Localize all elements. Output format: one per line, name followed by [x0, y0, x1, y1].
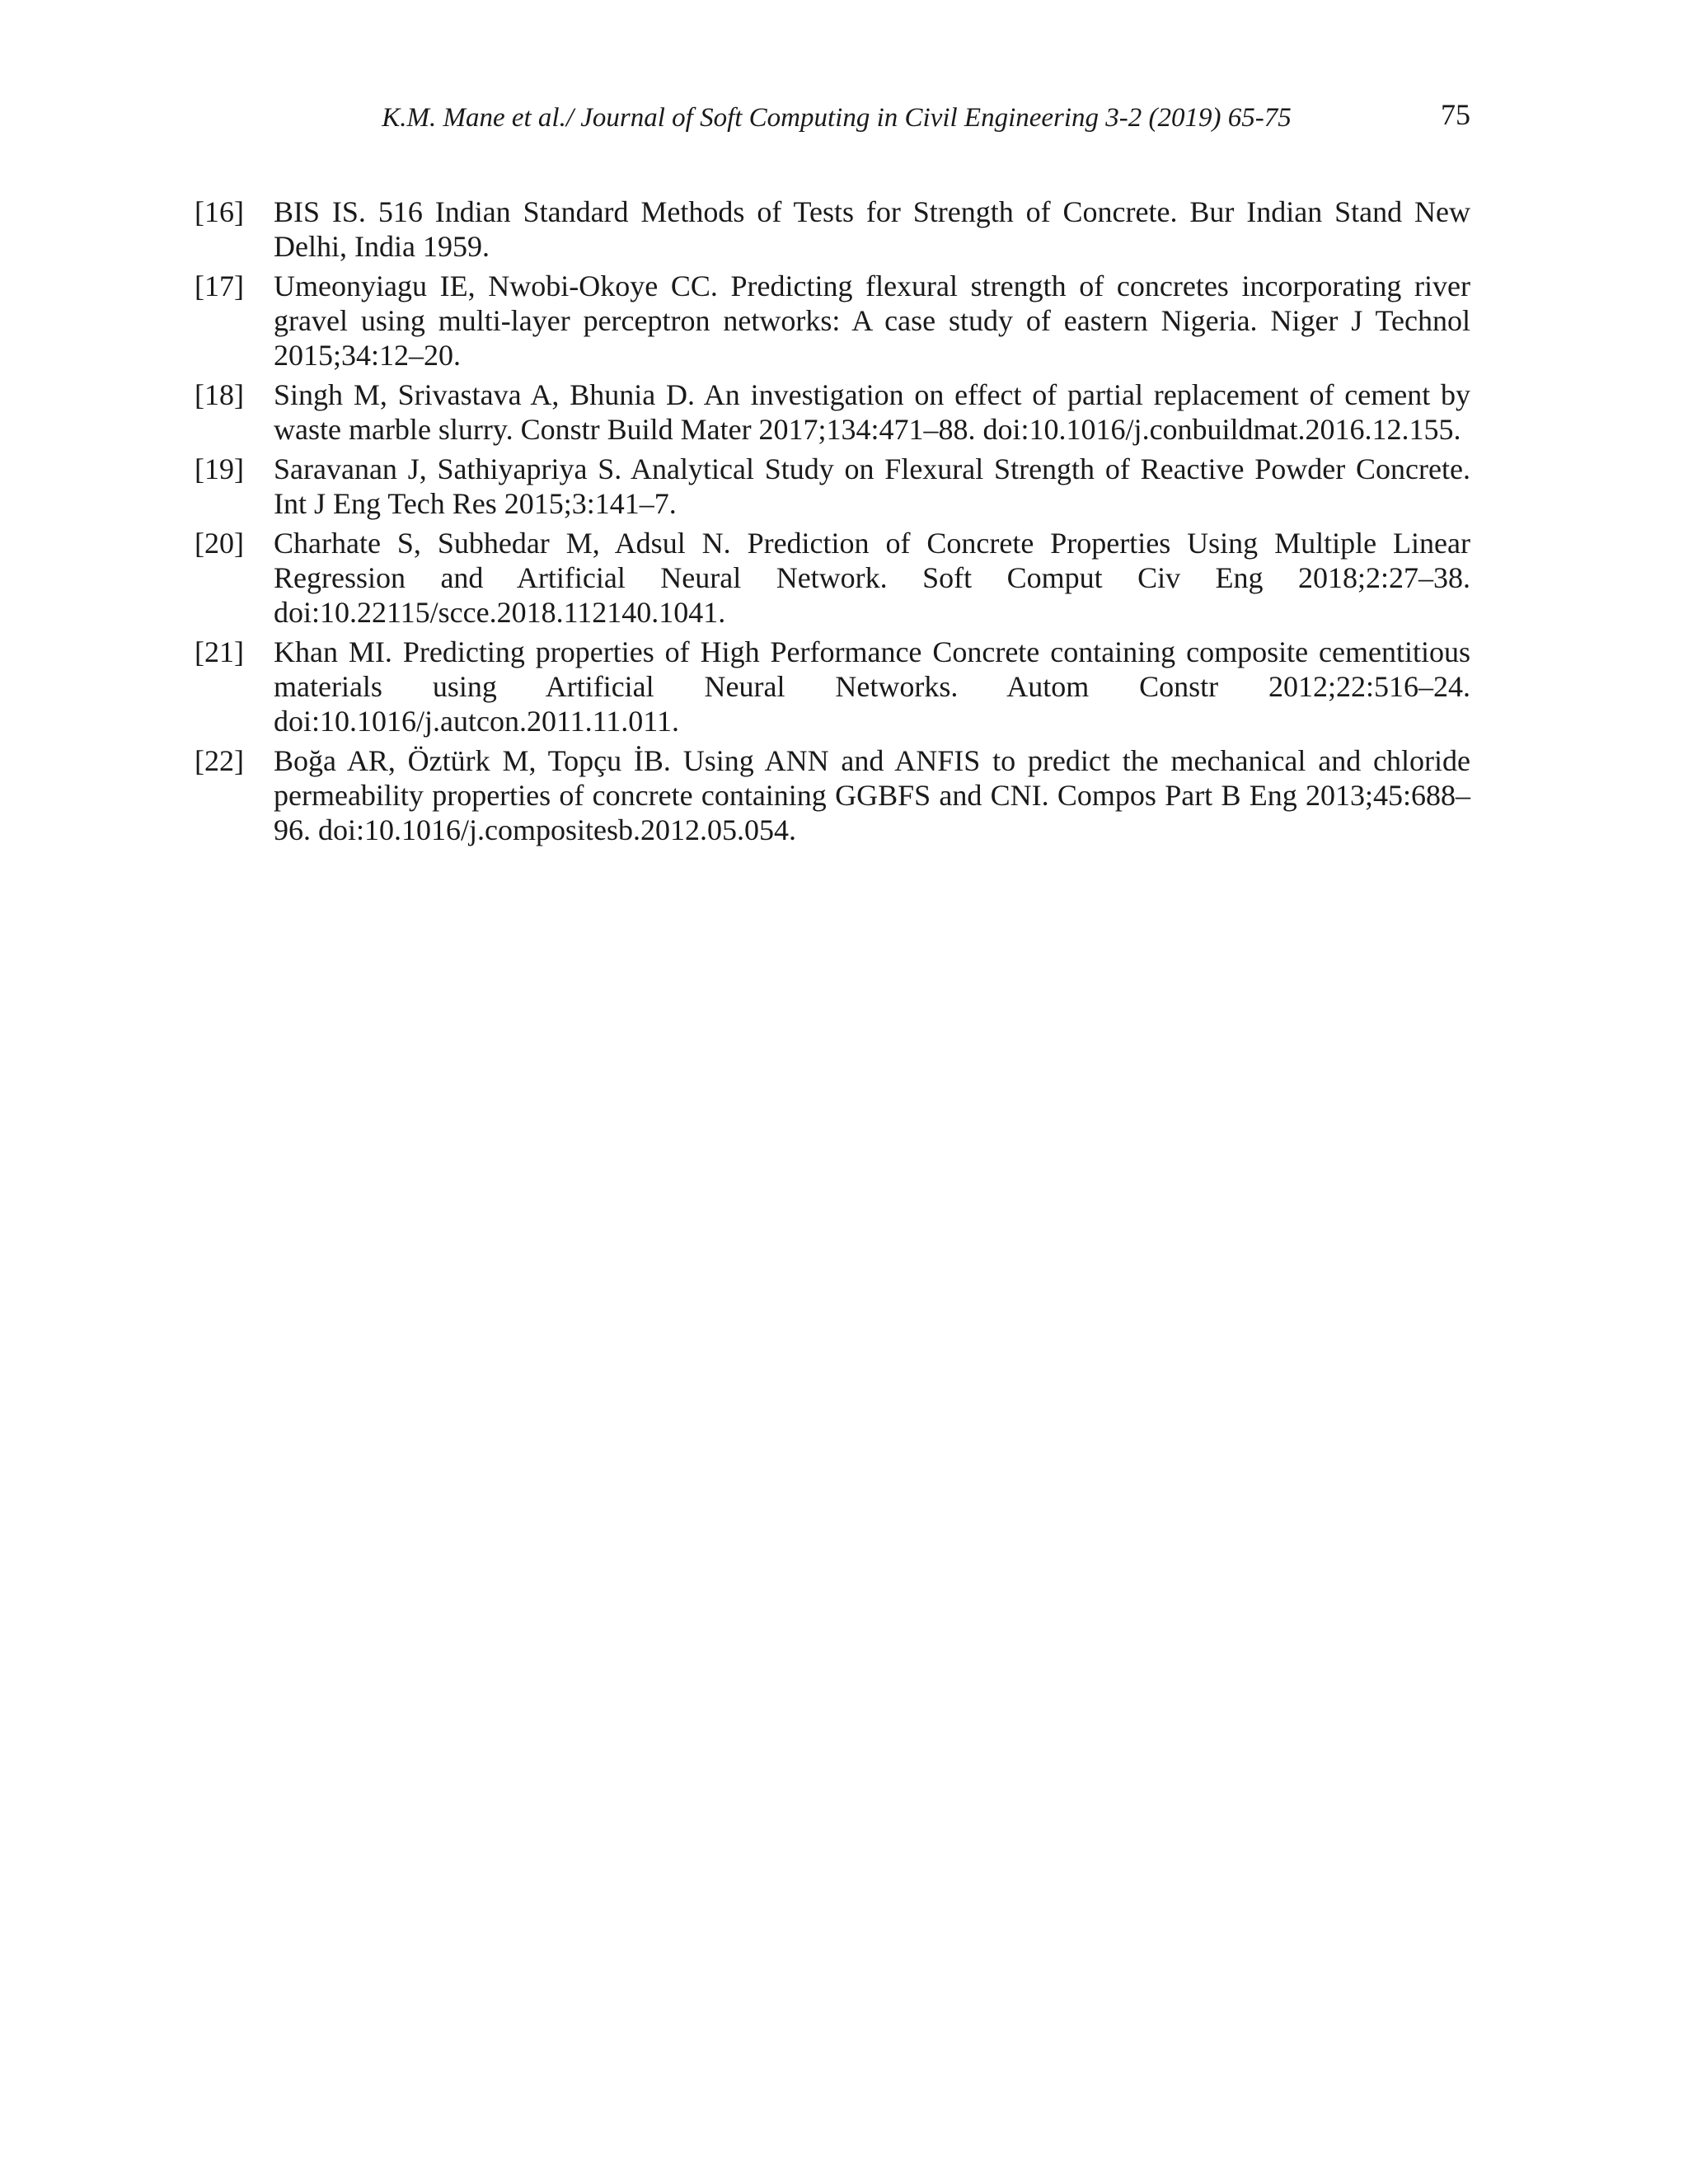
reference-number: [20] — [195, 527, 244, 560]
reference-text: Charhate S, Subhedar M, Adsul N. Prediction of Concrete Properties Using Multiple Linear Regression and Artificial Neural Network. Soft Comput Civ Eng 2018;2:27–38. doi:10.22115/scce.2018.112140.1041. — [274, 527, 1470, 629]
reference-number: [18] — [195, 378, 244, 411]
page-number: 75 — [1441, 98, 1470, 131]
reference-list — [195, 194, 1470, 852]
reference-number: [19] — [195, 452, 244, 485]
reference-text: BIS IS. 516 Indian Standard Methods of Tests for Strength of Concrete. Bur Indian Stand New Delhi, India 1959. — [274, 195, 1470, 263]
reference-text: Boğa AR, Öztürk M, Topçu İB. Using ANN and ANFIS to predict the mechanical and chloride permeability properties of concrete containing GGBFS and CNI. Compos Part B Eng 2013;45:688–96. doi:10.1016/j.compositesb.2012.05.054. — [274, 744, 1470, 846]
reference-item — [195, 452, 1470, 521]
reference-text: Singh M, Srivastava A, Bhunia D. An investigation on effect of partial replacement of cement by waste marble slurry. Constr Build Mater 2017;134:471–88. doi:10.1016/j.conbuildmat.2016.12.155. — [274, 378, 1470, 446]
journal-citation: K.M. Mane et al./ Journal of Soft Computing in Civil Engineering 3-2 (2019) 65-75 — [382, 103, 1292, 133]
reference-item — [195, 377, 1470, 447]
reference-number: [16] — [195, 195, 244, 228]
reference-number: [21] — [195, 635, 244, 668]
reference-item — [195, 194, 1470, 264]
reference-item — [195, 635, 1470, 738]
reference-number: [22] — [195, 744, 244, 777]
reference-number: [17] — [195, 269, 244, 302]
reference-text: Khan MI. Predicting properties of High Performance Concrete containing composite cementitious materials using Artificial Neural Networks. Autom Constr 2012;22:516–24. doi:10.1016/j.autcon.2011.11.011. — [274, 635, 1470, 738]
reference-text: Umeonyiagu IE, Nwobi-Okoye CC. Predicting flexural strength of concretes incorporating river gravel using multi-layer perceptron networks: A case study of eastern Nigeria. Niger J Technol 2015;34:12–20. — [274, 269, 1470, 372]
reference-text: Saravanan J, Sathiyapriya S. Analytical Study on Flexural Strength of Reactive Powder Concrete. Int J Eng Tech Res 2015;3:141–7. — [274, 452, 1470, 520]
running-header — [195, 97, 1470, 138]
reference-item — [195, 743, 1470, 847]
reference-item — [195, 269, 1470, 373]
reference-item — [195, 526, 1470, 630]
